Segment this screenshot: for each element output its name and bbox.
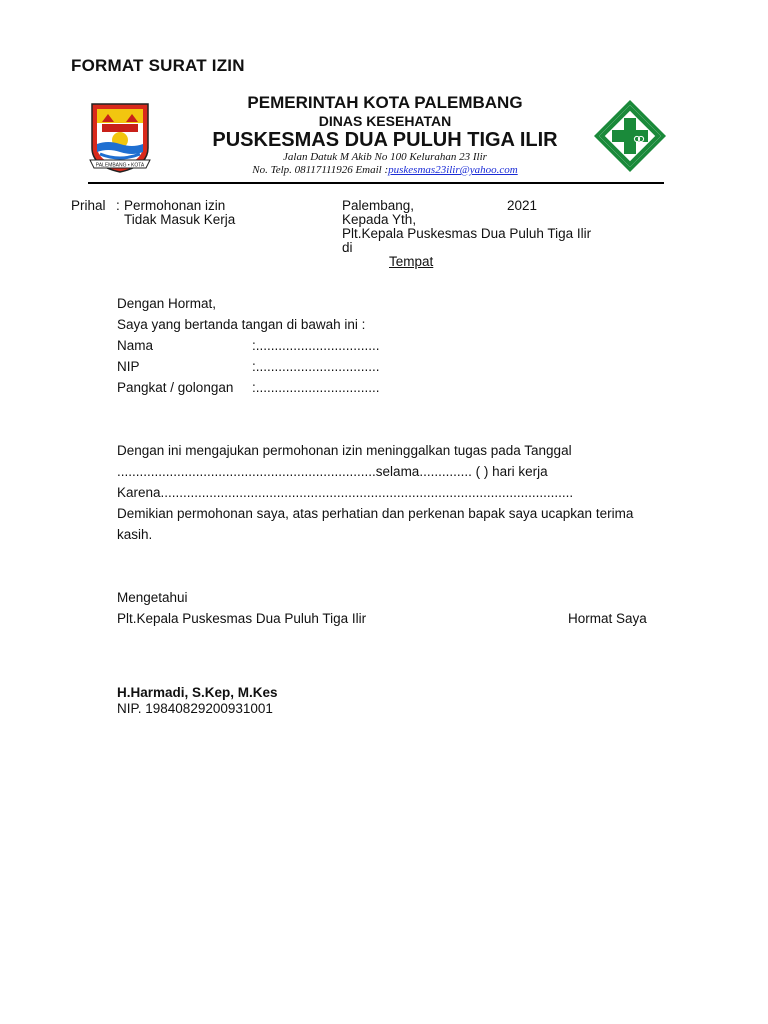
letterhead-contact — [160, 164, 610, 176]
letter-year: 2021 — [507, 198, 538, 213]
perihal-line-2: Tidak Masuk Kerja — [124, 212, 236, 227]
official-title: Plt.Kepala Puskesmas Dua Puluh Tiga Ilir — [117, 611, 367, 626]
official-name: H.Harmadi, S.Kep, M.Kes — [117, 685, 278, 700]
document-title: FORMAT SURAT IZIN — [71, 56, 245, 75]
addressee-recipient: Plt.Kepala Puskesmas Dua Puluh Tiga Ilir — [342, 226, 592, 241]
intro-text: Saya yang bertanda tangan di bawah ini : — [117, 317, 366, 332]
letterhead-department: DINAS KESEHATAN — [318, 113, 452, 129]
field-value-pangkat[interactable]: :................................. — [252, 380, 380, 395]
letterhead-government: PEMERINTAH KOTA PALEMBANG — [247, 93, 523, 112]
letterhead-institution: PUSKESMAS DUA PULUH TIGA ILIR — [212, 129, 558, 151]
letterhead-divider — [88, 182, 664, 184]
request-line-2[interactable]: .....................................................................selama.............. ( ) hari kerja — [117, 464, 548, 479]
field-value-nama[interactable]: :................................. — [252, 338, 380, 353]
letter-place: Palembang, — [342, 198, 415, 213]
contact-email-link[interactable]: puskesmas23ilir@yahoo.com — [388, 164, 518, 176]
addressee-tempat: Tempat — [389, 254, 434, 269]
closing-line-1: Demikian permohonan saya, atas perhatian dan perkenan bapak saya ucapkan terima — [117, 506, 634, 521]
perihal-label: Prihal — [71, 198, 106, 213]
letterhead-address: Jalan Datuk M Akib No 100 Kelurahan 23 Ilir — [283, 151, 487, 163]
contact-phone: No. Telp. 08117111926 Email : — [252, 164, 389, 176]
field-label-pangkat: Pangkat / golongan — [117, 380, 234, 395]
perihal-line-1: Permohonan izin — [124, 198, 226, 213]
field-label-nama: Nama — [117, 338, 154, 353]
addressee-to: Kepada Yth, — [342, 212, 417, 227]
field-value-nip[interactable]: :................................. — [252, 359, 380, 374]
respect-label: Hormat Saya — [568, 611, 647, 626]
svg-text:PALEMBANG • KOTA: PALEMBANG • KOTA — [95, 162, 145, 169]
reason-line[interactable]: Karena.............................................................................................................. — [117, 485, 574, 500]
city-emblem-logo — [88, 100, 152, 178]
greeting: Dengan Hormat, — [117, 296, 217, 311]
perihal-separator: : — [116, 198, 120, 213]
request-line-1: Dengan ini mengajukan permohonan izin meninggalkan tugas pada Tanggal — [117, 443, 572, 458]
closing-line-2: kasih. — [117, 527, 153, 542]
acknowledged-label: Mengetahui — [117, 590, 188, 605]
field-label-nip: NIP — [117, 359, 140, 374]
official-nip: NIP. 19840829200931001 — [117, 701, 273, 716]
puskesmas-logo — [592, 98, 668, 174]
addressee-di: di — [342, 240, 353, 255]
